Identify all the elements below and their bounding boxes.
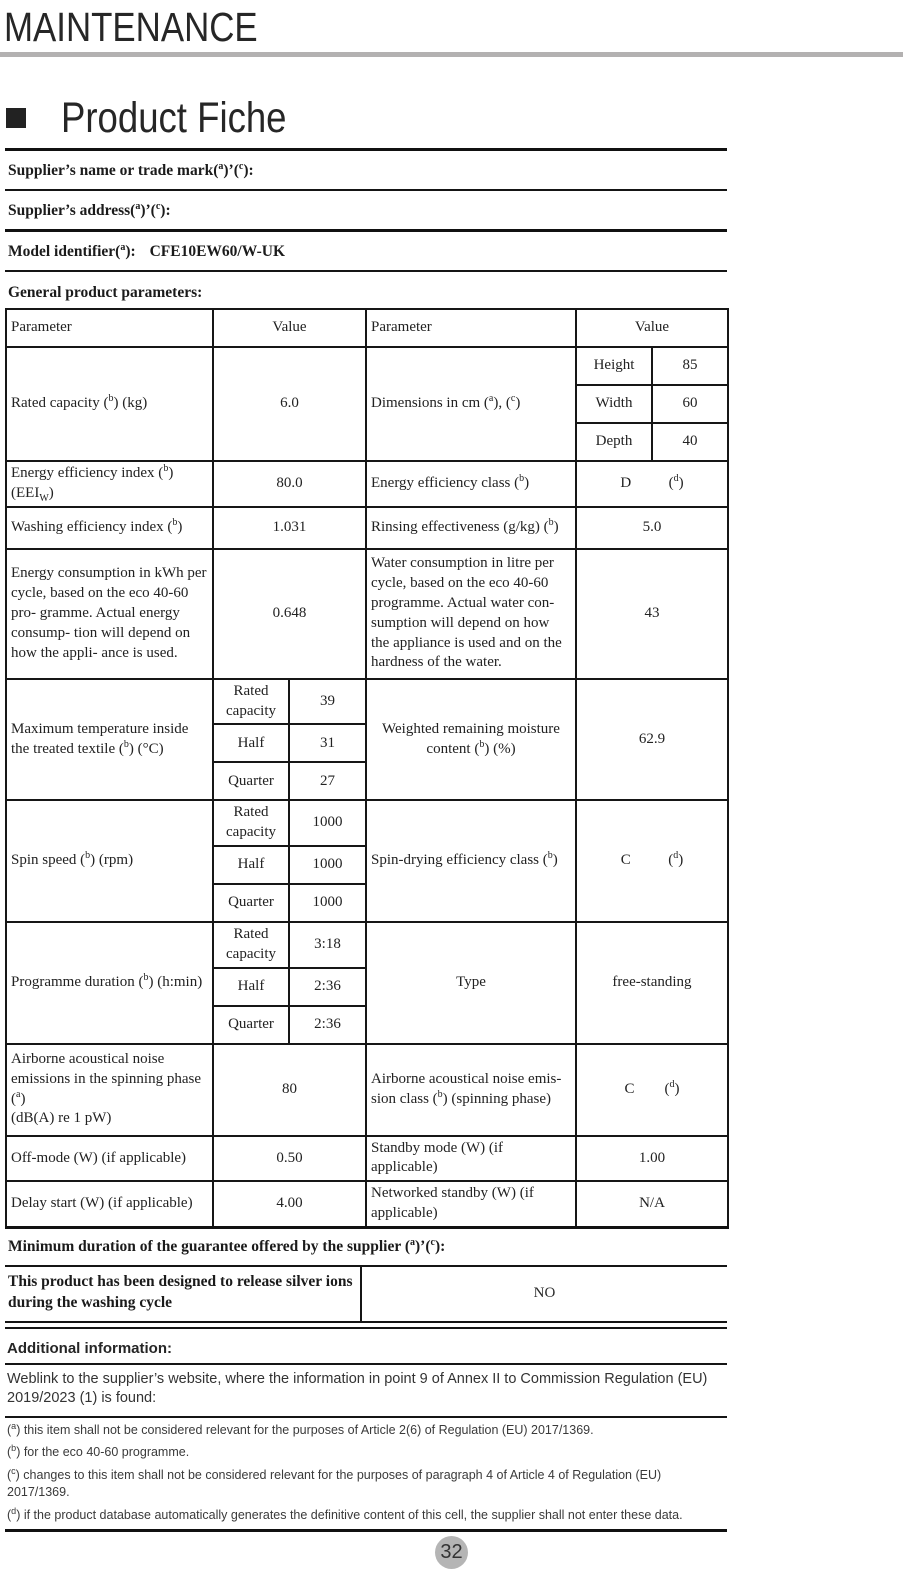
energy-consumption-label: Energy consumption in kWh per cycle, based on the eco 40-60 pro- gramme. Actual energy consump- tion will depend on how the appli- ance is used.: [6, 549, 213, 679]
dimension-height-label: Height: [576, 347, 652, 385]
product-parameters-table: [5, 308, 729, 1229]
rated-capacity-value: 6.0: [213, 347, 366, 461]
row-spin-speed: [6, 800, 728, 846]
section-bullet-icon: [6, 108, 26, 128]
off-mode-value: 0.50: [213, 1136, 366, 1182]
row-max-temperature: [6, 679, 728, 725]
section-title: Product Fiche: [61, 93, 287, 142]
dimension-width-value: 60: [652, 385, 728, 423]
header-value-2: Value: [576, 309, 728, 347]
footnotes-bottom-rule: [5, 1529, 727, 1532]
model-identifier-label: Model identifier($^a$):: [8, 242, 136, 261]
max-temp-rated-label: Rated capacity: [213, 679, 289, 725]
silver-ions-label: This product has been designed to release silver ions during the washing cycle: [5, 1267, 362, 1321]
fiche-content: [5, 148, 727, 1532]
water-consumption-value: 43: [576, 549, 728, 679]
footnotes: [5, 1418, 727, 1530]
model-identifier-value: CFE10EW60/W-UK: [149, 243, 286, 261]
energy-consumption-value: 0.648: [213, 549, 366, 679]
rinsing-value: 5.0: [576, 507, 728, 549]
row-rated-capacity: [6, 347, 728, 385]
moisture-label: Weighted remaining moisture content ($^b$) (%): [366, 679, 576, 801]
manual-page: [0, 4, 903, 1564]
double-divider: [5, 1321, 727, 1329]
section-heading: [6, 93, 903, 142]
standby-value: 1.00: [576, 1136, 728, 1182]
row-delay-start: [6, 1181, 728, 1227]
type-value: free-standing: [576, 922, 728, 1044]
silver-ions-row: [5, 1265, 727, 1321]
max-temp-rated-value: 39: [289, 679, 366, 725]
spin-class-label: Spin-drying efficiency class ($^b$): [366, 800, 576, 922]
noise-class-value: C ($^d$): [576, 1044, 728, 1136]
dimensions-label: Dimensions in cm ($^a$), ($^c$): [366, 347, 576, 461]
duration-quarter-value: 2:36: [289, 1006, 366, 1044]
noise-value: 80: [213, 1044, 366, 1136]
duration-half-label: Half: [213, 968, 289, 1006]
header-divider-bar: [0, 52, 903, 57]
footnote-c: ($^c$) changes to this item shall not be considered relevant for the purposes of paragraph 4 of Article 4 of Regulation (EU) 2017/1369.: [7, 1465, 662, 1500]
general-parameters-label: General product parameters:: [8, 284, 203, 302]
row-programme-duration: [6, 922, 728, 968]
rated-capacity-label: Rated capacity ($^b$) (kg): [6, 347, 213, 461]
page-number-badge: [435, 1536, 468, 1569]
noise-label: Airborne acoustical noise emissions in the spinning phase ($^a$) (dB(A) re 1 pW): [6, 1044, 213, 1136]
silver-ions-value: NO: [533, 1285, 556, 1302]
washing-index-value: 1.031: [213, 507, 366, 549]
supplier-name-label: Supplier’s name or trade mark($^a$)’($^c$):: [8, 161, 254, 180]
max-temp-quarter-label: Quarter: [213, 762, 289, 800]
spin-class-value: C ($^d$): [576, 800, 728, 922]
duration-label: Programme duration ($^b$) (h:min): [6, 922, 213, 1044]
weblink-text: Weblink to the supplier’s website, where the information in point 9 of Annex II to Commission Regulation (EU) 2019/2023 (1) is found:: [7, 1370, 708, 1407]
header-parameter-2: Parameter: [366, 309, 576, 347]
dimension-depth-value: 40: [652, 423, 728, 461]
spin-quarter-label: Quarter: [213, 884, 289, 922]
spin-half-label: Half: [213, 846, 289, 884]
row-washing-efficiency: [6, 507, 728, 549]
header-parameter-1: Parameter: [6, 309, 213, 347]
guarantee-label: Minimum duration of the guarantee offered by the supplier ($^a$)’($^c$):: [8, 1236, 446, 1255]
row-noise: [6, 1044, 728, 1136]
networked-standby-value: N/A: [576, 1181, 728, 1227]
off-mode-label: Off-mode (W) (if applicable): [6, 1136, 213, 1182]
spin-rated-value: 1000: [289, 800, 366, 846]
spin-quarter-value: 1000: [289, 884, 366, 922]
duration-quarter-label: Quarter: [213, 1006, 289, 1044]
spin-rated-label: Rated capacity: [213, 800, 289, 846]
spin-speed-label: Spin speed ($^b$) (rpm): [6, 800, 213, 922]
type-label: Type: [366, 922, 576, 1044]
page-number: 32: [440, 1541, 463, 1564]
moisture-value: 62.9: [576, 679, 728, 801]
rinsing-label: Rinsing effectiveness (g/kg) ($^b$): [366, 507, 576, 549]
model-identifier-line: [5, 232, 727, 270]
eei-value: 80.0: [213, 461, 366, 507]
header-value-1: Value: [213, 309, 366, 347]
duration-half-value: 2:36: [289, 968, 366, 1006]
footnote-d: ($^d$) if the product database automatically generates the definitive content of this cell, the supplier shall not enter these data.: [7, 1505, 683, 1522]
dimension-depth-label: Depth: [576, 423, 652, 461]
max-temp-label: Maximum temperature inside the treated textile ($^b$) (°C): [6, 679, 213, 801]
row-off-mode: [6, 1136, 728, 1182]
footnote-b: ($^b$) for the eco 40-60 programme.: [7, 1443, 190, 1460]
duration-rated-value: 3:18: [289, 922, 366, 968]
delay-start-value: 4.00: [213, 1181, 366, 1227]
max-temp-quarter-value: 27: [289, 762, 366, 800]
eei-class-label: Energy efficiency class ($^b$): [366, 461, 576, 507]
supplier-address-label: Supplier’s address($^a$)’($^c$):: [8, 201, 171, 220]
max-temp-half-value: 31: [289, 724, 366, 762]
networked-standby-label: Networked standby (W) (if applicable): [366, 1181, 576, 1227]
row-energy-consumption: [6, 549, 728, 679]
row-energy-efficiency: [6, 461, 728, 507]
additional-information-label: Additional information:: [7, 1339, 172, 1357]
duration-rated-label: Rated capacity: [213, 922, 289, 968]
dimension-height-value: 85: [652, 347, 728, 385]
water-consumption-label: Water consumption in litre per cycle, based on the eco 40-60 programme. Actual water con- sumption will depend on how the appliance is used and on the hardness of the water.: [366, 549, 576, 679]
delay-start-label: Delay start (W) (if applicable): [6, 1181, 213, 1227]
dimension-width-label: Width: [576, 385, 652, 423]
noise-class-label: Airborne acoustical noise emis- sion class ($^b$) (spinning phase): [366, 1044, 576, 1136]
max-temp-half-label: Half: [213, 724, 289, 762]
footnote-a: ($^a$) this item shall not be considered relevant for the purposes of Article 2(6) of Regulation (EU) 2017/1369.: [7, 1420, 594, 1437]
eei-class-value: D ($^d$): [576, 461, 728, 507]
eei-label: Energy efficiency index ($^b$) $(EEI_W)$: [6, 461, 213, 507]
page-title: MAINTENANCE: [4, 4, 258, 50]
standby-label: Standby mode (W) (if applicable): [366, 1136, 576, 1182]
washing-index-label: Washing efficiency index ($^b$): [6, 507, 213, 549]
table-header-row: [6, 309, 728, 347]
spin-half-value: 1000: [289, 846, 366, 884]
